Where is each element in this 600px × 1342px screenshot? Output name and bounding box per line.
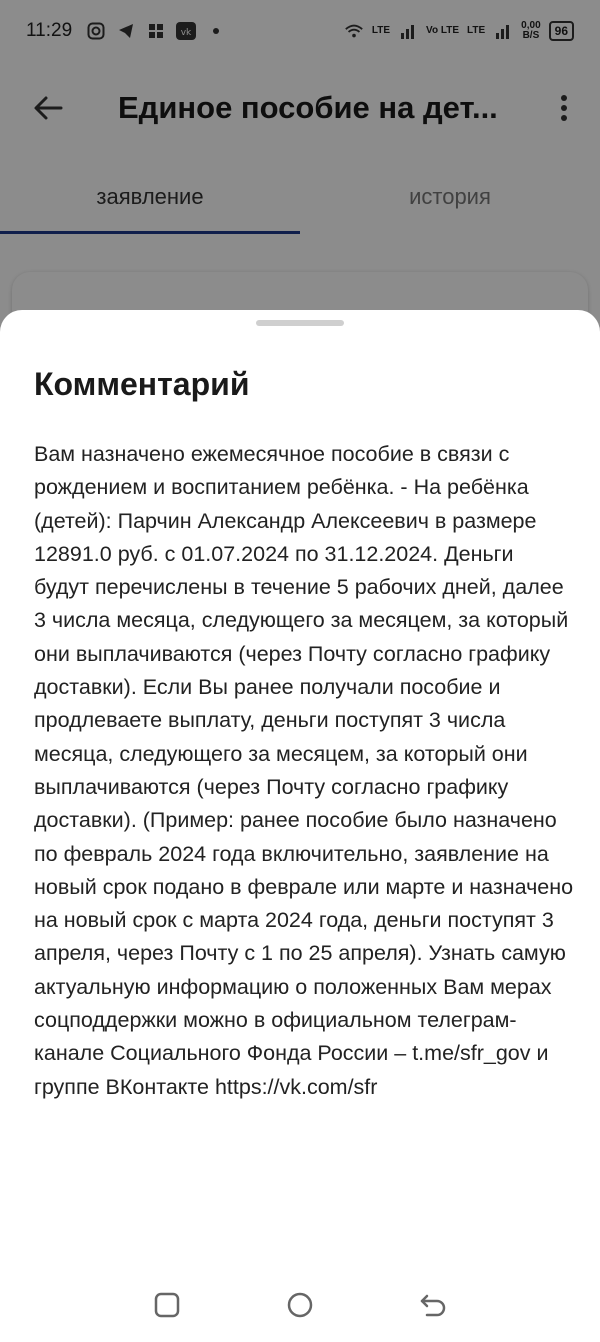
battery-indicator: 96 [549,21,574,41]
home-circle-icon [286,1291,314,1319]
network-label-3: LTE [467,25,486,36]
back-arrow-icon [419,1292,447,1318]
sheet-title: Комментарий [34,366,250,402]
network-label-2: Vo LTE [426,25,460,36]
data-speed-unit: B/S [522,30,540,41]
system-navigation-bar [0,1268,600,1342]
tab-application[interactable]: заявление [0,160,300,234]
sheet-drag-handle[interactable] [256,320,344,326]
comment-text: Вам назначено ежемесячное пособие в связи с рождением и воспитанием ребёнка. - На ребёнка (детей): Парчин Александр Алексеевич в размере 12891.0 руб. с 01.07.2024 по 31.12.2024. Деньги будут перечислены в течение 5 рабочих дней, далее 3 числа месяца, следующего за месяцем, за который они выплачиваются (через Почту согласно графику доставки). Если Вы ранее получали пособие и продлеваете выплату, деньги поступят 3 числа месяца, следующего за месяцем, за который они выплачиваются (через Почту согласно графику доставки). (Пример: ранее пособие было назначено по февраль 2024 года включительно, заявление на новый срок подано в феврале или марте и назначено на новый срок с марта 2024 года, деньги поступят 3 апреля, через Почту с 1 по 25 апреля). Узнать самую актуальную информацию о положенных Вам мерах соцподдержки можно в официальном телеграм-канале Социального Фонда России – t.me/sfr_gov и группе ВКонтакте https://vk.com/sfr [34,442,574,1099]
data-speed-value: 0,00 [521,20,541,31]
tab-history[interactable]: история [409,184,491,209]
comment-bottom-sheet [0,310,600,1342]
recents-square-icon [154,1292,180,1318]
status-time: 11:29 [26,20,73,41]
recents-button[interactable] [143,1281,191,1329]
network-label-1: LTE [371,25,391,36]
back-nav-button[interactable] [409,1281,457,1329]
page-title: Единое пособие на дет... [118,90,498,125]
svg-text:vk: vk [180,28,192,38]
home-button[interactable] [276,1281,324,1329]
